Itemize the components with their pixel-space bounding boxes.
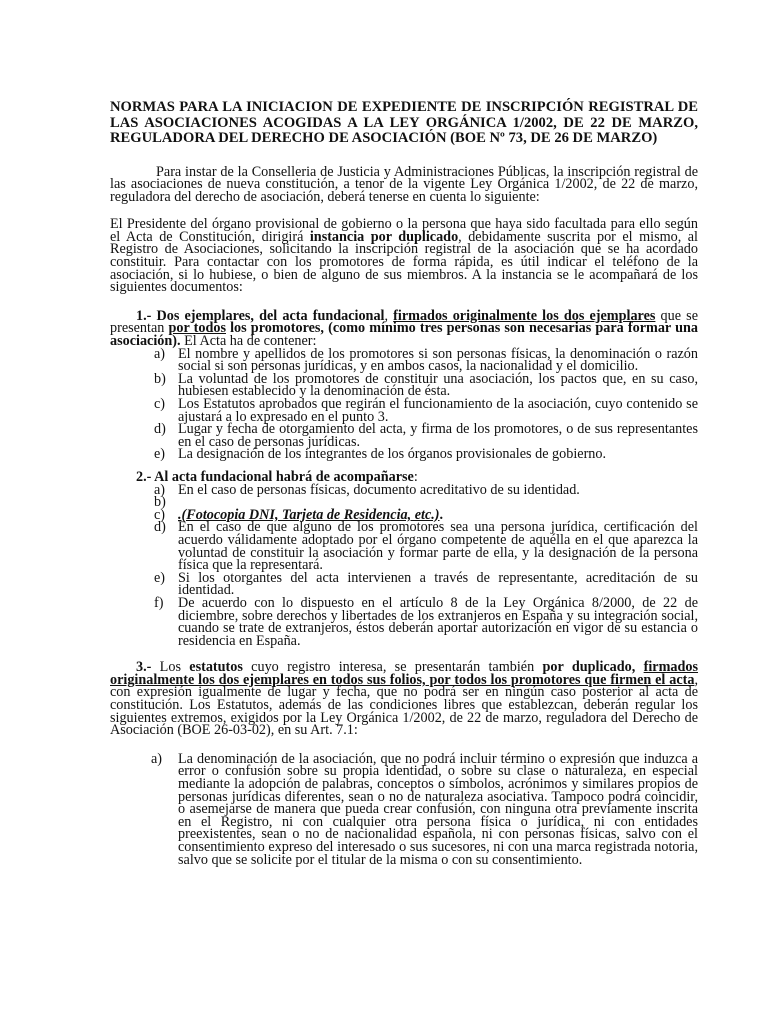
section-1-lead: 1.- Dos ejemplares, del acta fundacional <box>136 307 385 324</box>
section-3-lead: 3.- <box>136 659 152 676</box>
item-text: Si los otorgantes del acta intervienen a través de representante, acreditación de su identidad. <box>178 569 698 599</box>
list-item <box>154 481 698 498</box>
item-emphasis: .(Fotocopia DNI, Tarjeta de Residencia, etc.) <box>178 506 440 523</box>
item-text: La denominación de la asociación, que no podrá incluir término o expresión que induzca a error o confusión sobre su propia identidad, o sobre su clase o naturaleza, en especial mediante la adopción de palabras, conceptos o símbolos, acrónimos y similares propios de personas jurídicas diferentes, sean o no de naturaleza asociativa. Tampoco podrá coincidir, o asemejarse de manera que pueda crear confusión, con ninguna otra previamente inscrita en el Registro, ni con cualquier otra persona física o jurídica, ni con entidades preexistentes, sean o no de nacionalidad española, ni con personas físicas, salvo con el consentimiento expreso del interesado o sus sucesores, ni con una marca registrada notoria, salvo que se solicite por el titular de la misma o con su consentimiento. <box>178 750 698 868</box>
list-item <box>154 569 698 599</box>
section-1-rest: los promotores, (como mínimo tres personas son necesarias para formar una asociación). <box>110 320 698 350</box>
section-1-mid: que se presentan <box>110 307 699 337</box>
item-letter: e) <box>154 446 166 463</box>
list-item <box>154 370 698 400</box>
list-item <box>154 594 698 649</box>
intro-paragraph: Para instar de la Conselleria de Justicia y Administraciones Públicas, la inscripción registral de las asociaciones de nueva constitución, a tenor de la vigente Ley Orgánica 1/2002, de 22 de marzo, reguladora del derecho de asociación, deberá tenerse en cuenta lo siguiente: <box>110 163 698 205</box>
section-1-comma: , <box>384 307 394 324</box>
item-letter: d) <box>154 421 166 438</box>
section-1-firmados: firmados originalmente los dos ejemplares <box>393 307 656 324</box>
item-letter: d) <box>154 519 166 536</box>
section-3-text-1: Los <box>151 659 190 676</box>
section-3-firmados: firmados originalmente los dos ejemplares en todos sus folios, por todos los promotores que firmen el acta <box>110 659 699 688</box>
list-item <box>154 446 698 463</box>
item-text: Los Estatutos aprobados que regirán el funcionamiento de la asociación, cuyo contenido se ajustará a lo expresado en el punto 3. <box>178 396 698 425</box>
instancia-text-a: El Presidente del órgano provisional de gobierno o la persona que haya sido facultada para ello según el Acta de Constitución, dirigirá <box>110 216 698 245</box>
item-letter: a) <box>151 750 163 767</box>
item-letter: b) <box>154 370 166 387</box>
instancia-paragraph <box>110 218 698 294</box>
section-1-tail: El Acta ha de contener: <box>180 333 317 350</box>
list-item <box>154 421 698 450</box>
item-letter: a) <box>154 481 166 498</box>
section-3-comma: , <box>631 659 644 676</box>
section-3-text-2: cuyo registro interesa, se presentarán también <box>242 659 543 676</box>
section-3-rest: , con expresión igualmente de lugar y fecha, que no podrá ser en ningún caso posterior al acta de constitución. Los Estatutos, además de las condiciones libres que establezcan, deberán regular los siguientes extremos, exigidos por la Ley Orgánica 1/2002, de 22 de marzo, reguladora del Derecho de Asociación (BOE 26-03-02), en su Art. 7.1: <box>110 671 698 739</box>
instancia-emphasis: instancia por duplicado <box>309 228 459 245</box>
section-1-heading <box>110 307 699 350</box>
item-letter: c) <box>154 506 166 523</box>
item-text: Lugar y fecha de otorgamiento del acta, y firma de los promotores, o de sus representantes en el caso de personas jurídicas. <box>178 421 698 450</box>
item-letter: c) <box>154 396 166 412</box>
section-2-colon: : <box>413 468 418 485</box>
section-1-por-todos: por todos <box>168 320 226 337</box>
item-letter: a) <box>154 345 166 362</box>
item-text: En el caso de que alguno de los promotores sea una persona jurídica, certificación del acuerdo válidamente adoptado por el órgano competente de aquélla en el que aparezca la voluntad de constituir la asociación y formar parte de ella, y la designación de la persona física que la representará. <box>178 519 698 574</box>
item-text: La designación de los integrantes de los órganos provisionales de gobierno. <box>178 446 607 463</box>
item-letter: e) <box>154 569 166 586</box>
instancia-text-c: , debidamente suscrita por el mismo, al Registro de Asociaciones, solicitando la inscripción registral de la asociación que se ha acordado constituir. Para contactar con los promotores de forma rápida, es útil indicar el teléfono de la asociación, si lo hubiese, o bien de alguno de sus miembros. A la instancia se le acompañará de los siguientes documentos: <box>110 228 698 296</box>
item-text: La voluntad de los promotores de constituir una asociación, los pactos que, en su caso, hubiesen establecido y la denominación de ésta. <box>178 370 698 400</box>
item-text: En el caso de personas físicas, documento acreditativo de su identidad. <box>178 481 580 498</box>
item-text: El nombre y apellidos de los promotores si son personas físicas, la denominación o razón social si son personas jurídicas, y en ambos casos, la nacionalidad y el domicilio. <box>178 345 698 375</box>
section-2-lead: 2.- Al acta fundacional habrá de acompañarse <box>136 468 414 485</box>
list-item <box>151 750 698 868</box>
list-item <box>154 396 698 425</box>
item-text: De acuerdo con lo dispuesto en el artículo 8 de la Ley Orgánica 8/2000, de 22 de diciembre, sobre derechos y libertades de los extranjeros en España y su integración social, cuando se trate de extranjeros, éstos deberán aportar autorización en vigor de su estancia o residencia en España. <box>178 594 698 649</box>
document-title: NORMAS PARA LA INICIACION DE EXPEDIENTE DE INSCRIPCIÓN REGISTRAL DE LAS ASOCIACIONES ACOGIDAS A LA LEY ORGÁNICA 1/2002, DE 22 DE MARZO, REGULADORA DEL DERECHO DE ASOCIACIÓN (BOE Nº 73, DE 26 DE MARZO) <box>110 99 698 146</box>
section-3-estatutos: estatutos <box>189 659 243 676</box>
list-item <box>154 519 698 574</box>
section-3-list <box>110 750 698 868</box>
section-1-list <box>110 345 698 463</box>
list-item <box>154 345 698 375</box>
item-after: . <box>439 506 444 523</box>
item-letter: b) <box>154 494 166 511</box>
section-2-list <box>110 481 698 649</box>
item-letter: f) <box>154 594 164 611</box>
section-3-paragraph <box>110 661 698 737</box>
section-3-por-duplicado: por duplicado <box>542 659 632 676</box>
